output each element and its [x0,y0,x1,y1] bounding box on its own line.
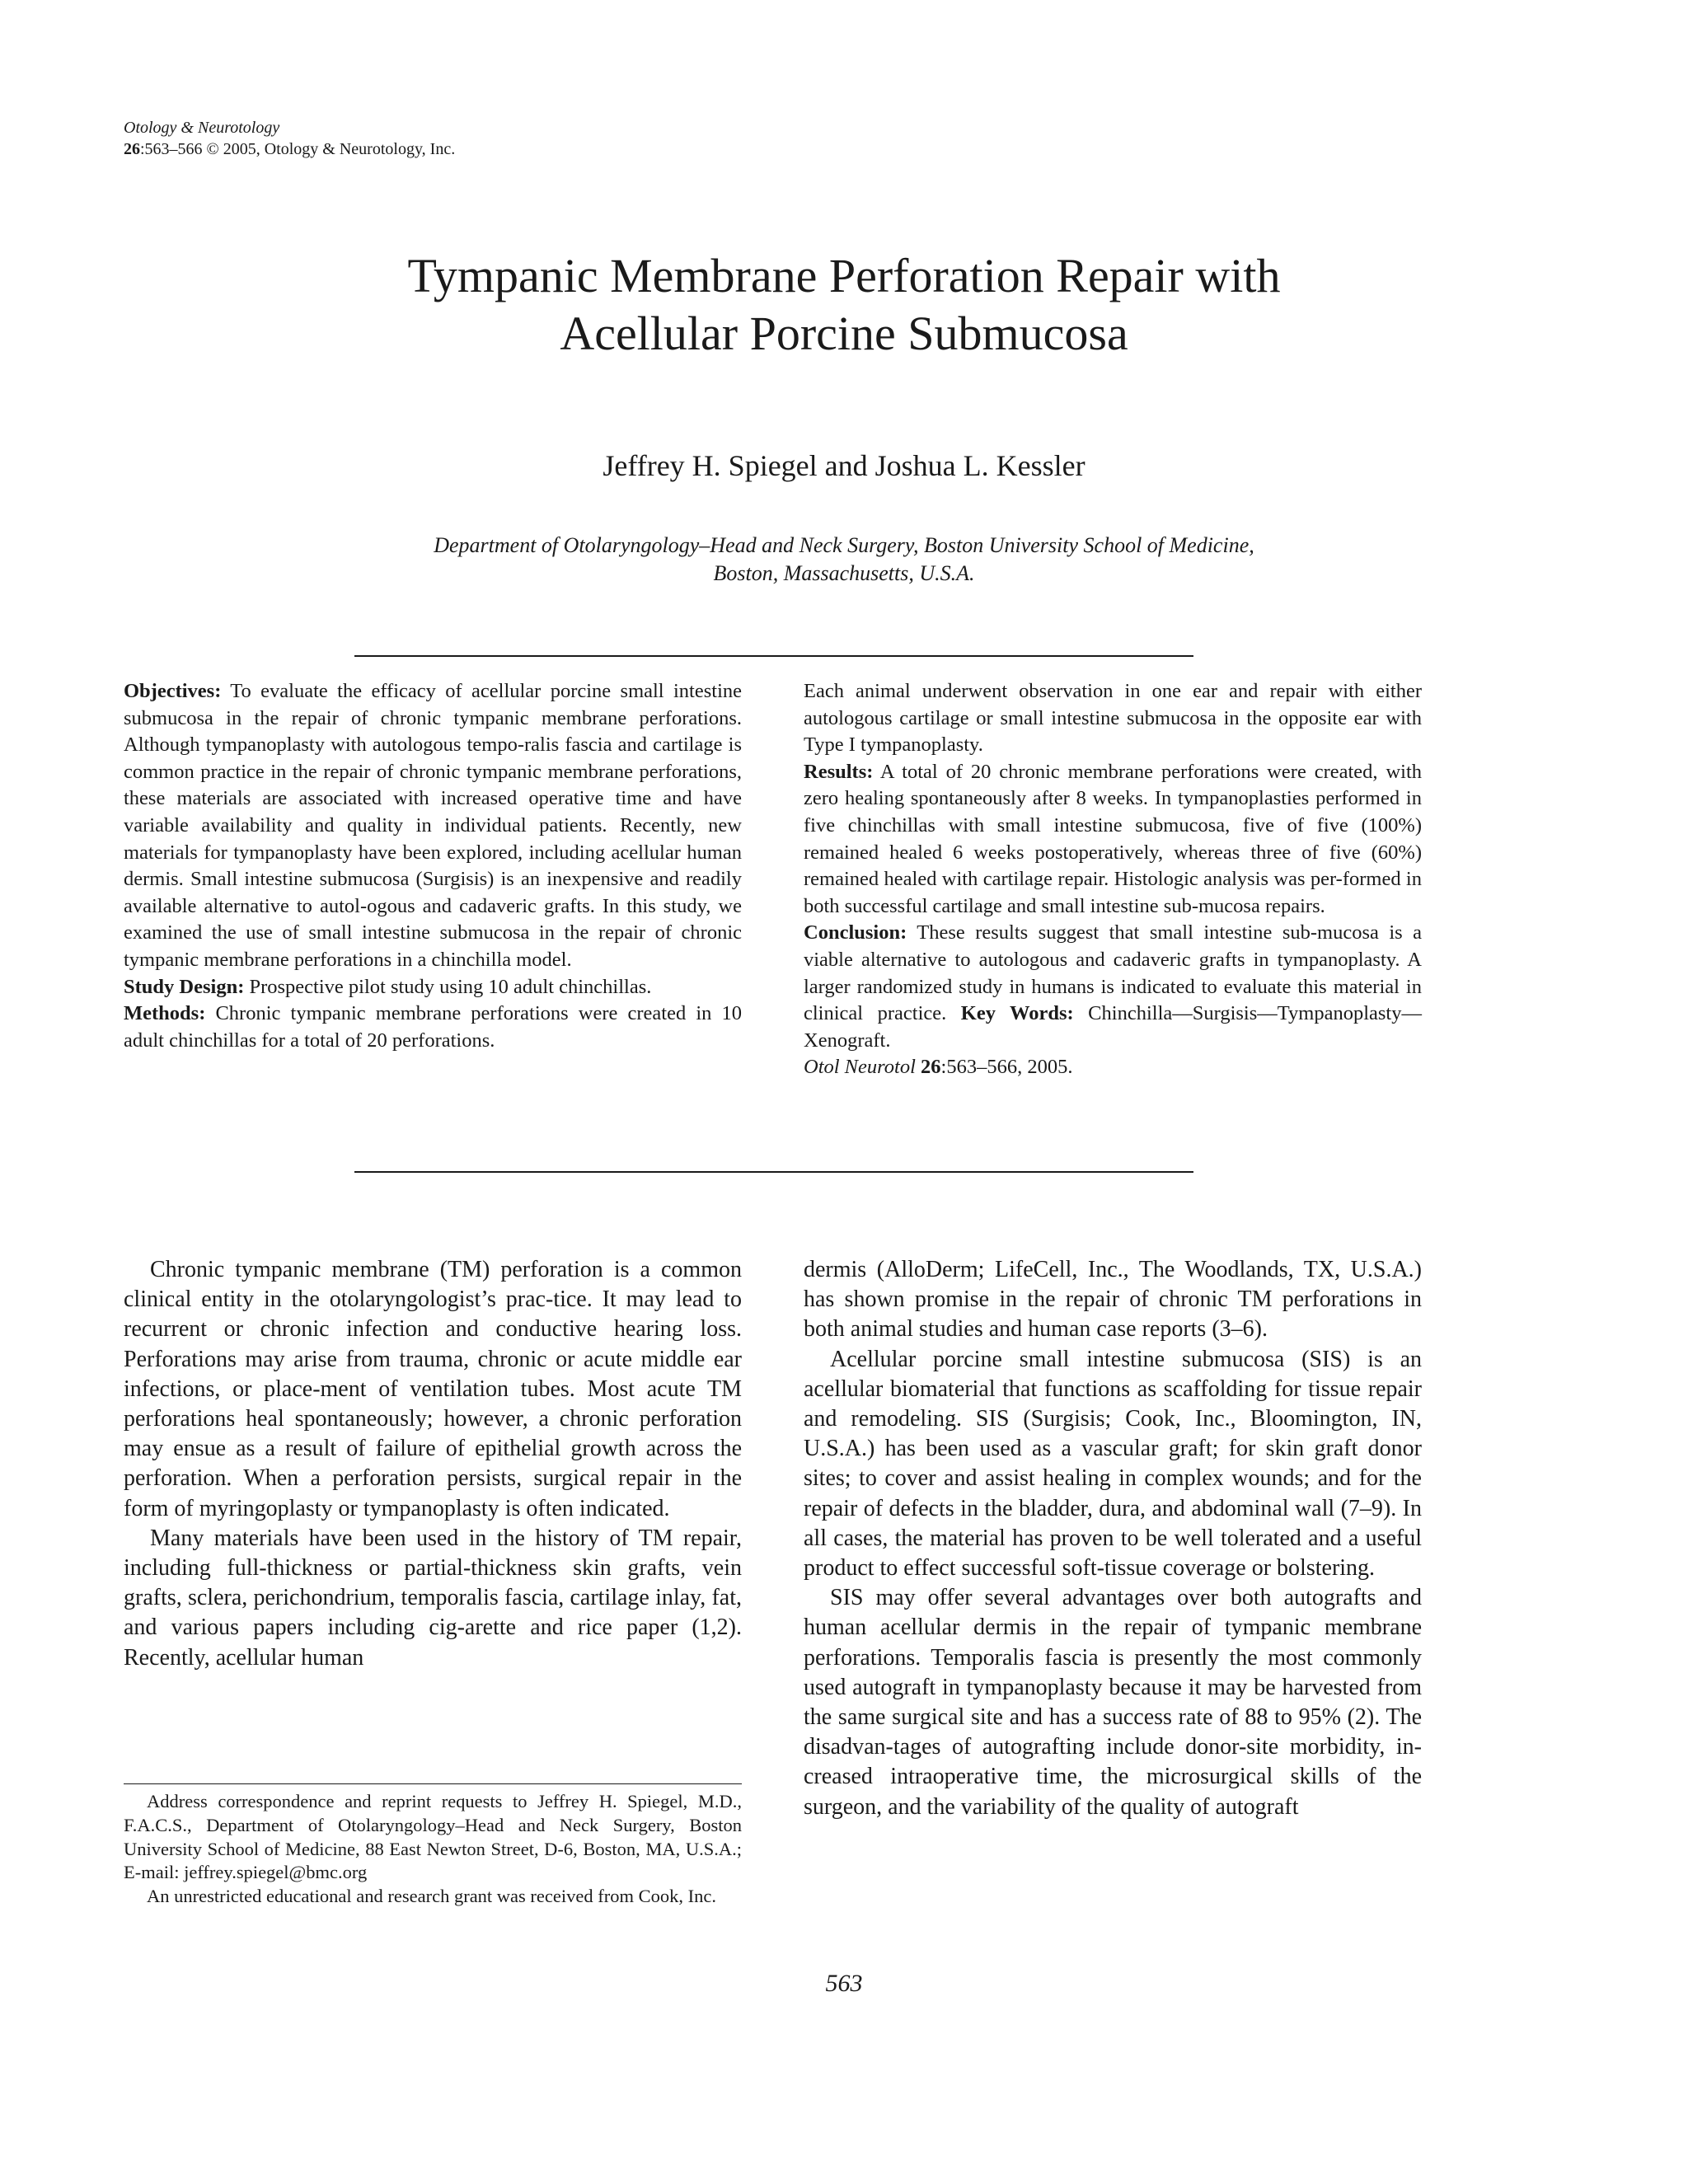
keywords-heading: Key Words: [960,1002,1074,1025]
journal-citation [124,138,455,160]
conclusion-text: These results suggest that small intestine sub-mucosa is a viable alternative to autologous and cadaveric grafts in tympanoplasty. A larger randomized study in humans is indicated to evaluate this material in clinical practice. [804,921,1422,1025]
abstract-objectives [124,678,742,974]
footnotes [124,1790,742,1909]
authors: Jeffrey H. Spiegel and Joshua L. Kessler [603,449,1085,482]
conclusion-heading: Conclusion: [804,921,907,944]
article-title-line-2: Acellular Porcine Submucosa [560,307,1128,360]
correspondence-footnote: Address correspondence and reprint requests to Jeffrey H. Spiegel, M.D., F.A.C.S., Department of Otolaryngology–Head and Neck Surgery, Boston University School of Medicine, 88 East Newton Street, D-6, Boston, MA, U.S.A.; E-mail: jeffrey.spiegel@bmc.org [124,1791,742,1883]
abstract-citation-rest: :563–566, 2005. [940,1056,1073,1079]
body-paragraph-1: Chronic tympanic membrane (TM) perforation is a common clinical entity in the otolaryngologist’s prac-tice. It may lead to recurrent or chronic infection and conductive hearing loss. Perforations may arise from trauma, chronic or acute middle ear infections, or place-ment of ventilation tubes. Most acute TM perforations heal spontaneously; however, a chronic perforation may ensue as a result of failure of epithelial growth across the perforation. When a perforation persists, surgical repair in the form of myringoplasty or tympanoplasty is often indicated. [124,1257,742,1521]
body-paragraph-2: Many materials have been used in the history of TM repair, including full-thickness or partial-thickness skin grafts, vein grafts, sclera, perichondrium, temporalis fascia, cartilage inlay, fat, and various papers including cig-arette and rice paper (1,2). Recently, acellular human [124,1525,742,1671]
grant-footnote: An unrestricted educational and research grant was received from Cook, Inc. [147,1886,716,1907]
abstract-citation-volume: 26 [921,1056,941,1079]
abstract-study-design [124,974,742,1001]
abstract-results [804,759,1422,921]
study-design-heading: Study Design: [124,975,245,998]
methods-text: Chronic tympanic membrane perforations were created in 10 adult chinchillas for a total of 20 perforations. [124,1002,742,1052]
objectives-heading: Objectives: [124,680,222,702]
methods-heading: Methods: [124,1002,206,1025]
affiliation-line-2: Boston, Massachusetts, U.S.A. [713,561,975,585]
journal-citation-rest: :563–566 © 2005, Otology & Neurotology, Inc. [140,140,456,158]
body-paragraph-4: SIS may offer several advantages over both autografts and human acellular dermis in the repair of tympanic membrane perforations. Temporalis fascia is presently the most commonly used autograft in tympanoplasty because it may be harvested from the same surgical site and has a success rate of 88 to 95% (2). The disadvan-tages of autografting include donor-site morbidity, in-creased intraoperative time, the microsurgical skills of the surgeon, and the variability of the quality of autograft [804,1585,1422,1820]
abstract-left-column [124,678,742,1054]
abstract-citation-journal: Otol Neurotol [804,1056,916,1079]
results-text: A total of 20 chronic membrane perforations were created, with zero healing spontaneously after 8 weeks. In tympanoplasties performed in five chinchillas with small intestine submucosa, five of five (100%) remained healed 6 weeks postoperatively, whereas three of five (60%) remained healed with cartilage repair. Histologic analysis was per-formed in both successful cartilage and small intestine sub-mucosa repairs. [804,760,1422,917]
affiliation-line-1: Department of Otolaryngology–Head and Neck Surgery, Boston University School of Medicine, [434,533,1254,557]
journal-header [124,117,455,160]
affiliation [0,532,1688,588]
abstract-bottom-rule [354,1171,1193,1173]
journal-volume: 26 [124,140,140,158]
study-design-text: Prospective pilot study using 10 adult chinchillas. [244,975,652,998]
article-title [0,247,1688,363]
body-paragraph-3: Acellular porcine small intestine submucosa (SIS) is an acellular biomaterial that functions as scaffolding for tissue repair and remodeling. SIS (Surgisis; Cook, Inc., Bloomington, IN, U.S.A.) has been used as a vascular graft; for skin graft donor sites; to cover and assist healing in complex wounds; and for the repair of defects in the bladder, dura, and abdominal wall (7–9). In all cases, the material has proven to be well tolerated and a useful product to effect successful soft-tissue coverage or bolstering. [804,1346,1422,1582]
abstract-conclusion [804,920,1422,1054]
page-number: 563 [825,1970,863,1997]
results-heading: Results: [804,760,874,783]
abstract-right-column-content [804,678,1422,1081]
abstract-citation [804,1054,1422,1081]
body-paragraph-2-continued: dermis (AlloDerm; LifeCell, Inc., The Woodlands, TX, U.S.A.) has shown promise in the repair of chronic TM perforations in both animal studies and human case reports (3–6). [804,1257,1422,1343]
journal-name: Otology & Neurotology [124,119,280,137]
footnote-rule [124,1783,742,1784]
abstract-methods [124,1001,742,1054]
keywords-text: Chinchilla—Surgisis—Tympanoplasty—Xenograft. [804,1002,1422,1052]
objectives-text: To evaluate the efficacy of acellular porcine small intestine submucosa in the repair of chronic tympanic membrane perforations. Although tympanoplasty with autologous tempo-ralis fascia and cartilage is common practice in the repair of chronic tympanic membrane perforations, these materials are associated with increased operative time and have variable availability and quality in individual patients. Recently, new materials for tympanoplasty have been explored, including acellular human dermis. Small intestine submucosa (Surgisis) is an inexpensive and readily available alternative to autol-ogous and cadaveric grafts. In this study, we examined the use of small intestine submucosa in the repair of chronic tympanic membrane perforations in a chinchilla model. [124,680,742,971]
body-left-column [124,1255,742,1673]
article-title-line-1: Tympanic Membrane Perforation Repair with [407,249,1281,302]
body-right-column [804,1255,1422,1822]
abstract-methods-continued-text: Each animal underwent observation in one ear and repair with either autologous cartilage or small intestine submucosa in the opposite ear with Type I tympanoplasty. [804,680,1422,757]
abstract-top-rule [354,655,1193,657]
